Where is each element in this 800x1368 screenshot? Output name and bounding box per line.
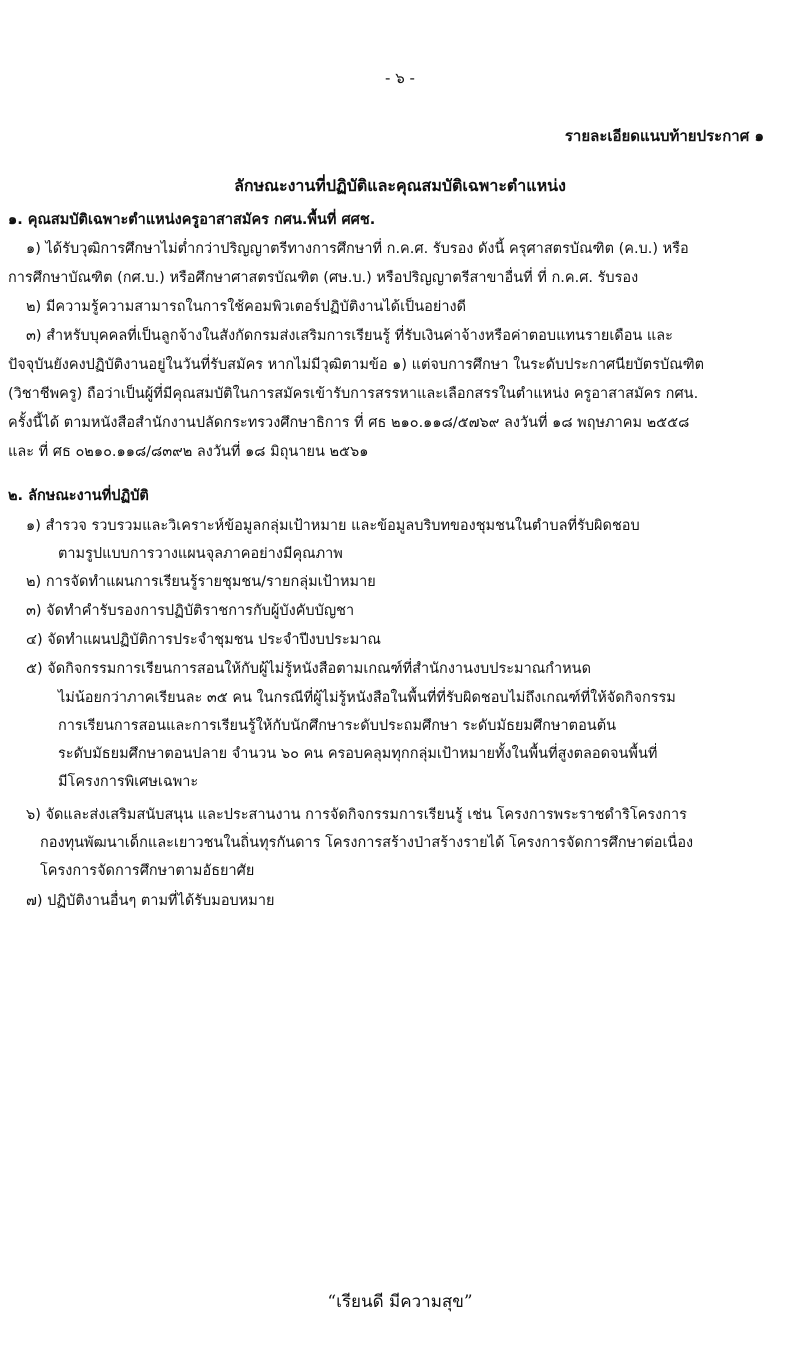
section1-heading: ๑. คุณสมบัติเฉพาะตำแหน่งครูอาสาสมัคร กศน.พื้นที่ ศศช.	[8, 212, 376, 228]
attachment-note: รายละเอียดแนบท้ายประกาศ ๑	[564, 127, 764, 145]
section1-line-3: ๒) มีความรู้ความสามารถในการใช้คอมพิวเตอร์ปฏิบัติงานได้เป็นอย่างดี	[26, 299, 466, 315]
section1-line-5: ปัจจุบันยังคงปฏิบัติงานอยู่ในวันที่รับสมัคร หากไม่มีวุฒิตามข้อ ๑) แต่จบการศึกษา ในระดับประกาศนียบัตรบัณฑิต	[8, 357, 705, 373]
section2-line-7: ไม่น้อยกว่าภาคเรียนละ ๓๕ คน ในกรณีที่ผู้ไม่รู้หนังสือในพื้นที่ที่รับผิดชอบไม่ถึงเกณฑ์ที่ให้จัดกิจกรรม	[58, 690, 676, 706]
section2-heading: ๒. ลักษณะงานที่ปฏิบัติ	[8, 488, 149, 504]
section2-line-11: ๖) จัดและส่งเสริมสนับสนุน และประสานงาน การจัดกิจกรรมการเรียนรู้ เช่น โครงการพระราชดำริโครงการ	[26, 807, 687, 823]
section2-line-1: ๑) สำรวจ รวบรวมและวิเคราะห์ข้อมูลกลุ่มเป้าหมาย และข้อมูลบริบทของชุมชนในตำบลที่รับผิดชอบ	[26, 518, 640, 534]
section1-line-4: ๓) สำหรับบุคคลที่เป็นลูกจ้างในสังกัดกรมส่งเสริมการเรียนรู้ ที่รับเงินค่าจ้างหรือค่าตอบแทนรายเดือน และ	[26, 328, 673, 344]
section2-line-6: ๕) จัดกิจกรรมการเรียนการสอนให้กับผู้ไม่รู้หนังสือตามเกณฑ์ที่สำนักงานงบประมาณกำหนด	[26, 661, 591, 677]
section2-line-12: กองทุนพัฒนาเด็กและเยาวชนในถิ่นทุรกันดาร โครงการสร้างป่าสร้างรายได้ โครงการจัดการศึกษาต่อเนื่อง	[40, 835, 694, 851]
section2-line-10: มีโครงการพิเศษเฉพาะ	[58, 774, 199, 790]
section1-line-6: (วิชาชีพครู) ถือว่าเป็นผู้ที่มีคุณสมบัติในการสมัครเข้ารับการสรรหาและเลือกสรรในตำแหน่ง ครูอาสาสมัคร กศน.	[8, 386, 699, 402]
section2-line-2: ตามรูปแบบการวางแผนจุลภาคอย่างมีคุณภาพ	[58, 546, 343, 562]
section1-line-7: ครั้งนี้ได้ ตามหนังสือสำนักงานปลัดกระทรวงศึกษาธิการ ที่ ศธ ๒๑๐.๑๑๘/๕๗๖๙ ลงวันที่ ๑๘ พฤษภาคม ๒๕๕๘	[8, 415, 690, 431]
section2-line-5: ๔) จัดทำแผนปฏิบัติการประจำชุมชน ประจำปีงบประมาณ	[26, 632, 381, 648]
section1-line-2: การศึกษาบัณฑิต (กศ.บ.) หรือศึกษาศาสตรบัณฑิต (ศษ.บ.) หรือปริญญาตรีสาขาอื่นที่ ที่ ก.ค.ศ. รับรอง	[8, 270, 639, 286]
section2-line-4: ๓) จัดทำคำรับรองการปฏิบัติราชการกับผู้บังคับบัญชา	[26, 603, 355, 619]
section1-line-1: ๑) ได้รับวุฒิการศึกษาไม่ต่ำกว่าปริญญาตรีทางการศึกษาที่ ก.ค.ศ. รับรอง ดังนี้ ครุศาสตรบัณฑิต (ค.บ.) หรือ	[26, 241, 689, 257]
footer-motto: “เรียนดี มีความสุข”	[327, 1292, 473, 1312]
section2-line-3: ๒) การจัดทำแผนการเรียนรู้รายชุมชน/รายกลุ่มเป้าหมาย	[26, 574, 376, 590]
section2-line-14: ๗) ปฏิบัติงานอื่นๆ ตามที่ได้รับมอบหมาย	[26, 893, 275, 909]
section2-line-8: การเรียนการสอนและการเรียนรู้ให้กับนักศึกษาระดับประถมศึกษา ระดับมัธยมศึกษาตอนต้น	[58, 718, 617, 734]
section2-line-9: ระดับมัธยมศึกษาตอนปลาย จำนวน ๖๐ คน ครอบคลุมทุกกลุ่มเป้าหมายทั้งในพื้นที่สูงตลอดจนพื้นที่	[58, 746, 658, 762]
page-number: - ๖ -	[385, 69, 415, 87]
section1-line-8: และ ที่ ศธ ๐๒๑๐.๑๑๘/๘๓๙๒ ลงวันที่ ๑๘ มิถุนายน ๒๕๖๑	[8, 444, 369, 460]
section2-line-13: โครงการจัดการศึกษาตามอัธยาศัย	[40, 863, 255, 879]
document-title: ลักษณะงานที่ปฏิบัติและคุณสมบัติเฉพาะตำแหน่ง	[234, 176, 566, 195]
